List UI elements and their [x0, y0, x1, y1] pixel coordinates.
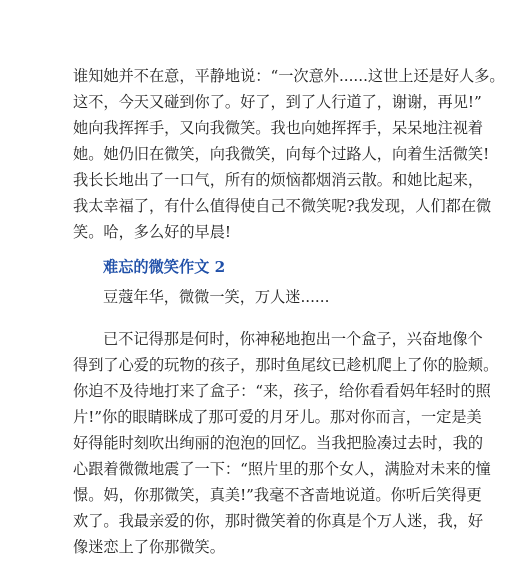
paragraph-2 [103, 284, 463, 310]
paragraph-line: 心跟着微微地震了一下：“照片里的那个女人，满脸对未来的憧 [73, 460, 491, 478]
paragraph-line: 片!”你的眼睛眯成了那可爱的月牙儿。那对你而言，一定是美 [73, 408, 482, 426]
paragraph-line: 已不记得那是何时，你神秘地抱出一个盒子，兴奋地像个 [103, 330, 483, 348]
section-heading: 难忘的微笑作文 2 [103, 258, 226, 276]
paragraph-line: 像迷恋上了你那微笑。 [73, 538, 225, 556]
paragraph-line: 我太幸福了，有什么值得使自己不微笑呢?我发现，人们都在微 [73, 197, 492, 215]
paragraph-1 [73, 63, 505, 245]
paragraph-line: 笑。哈，多么好的早晨! [73, 223, 231, 241]
paragraph-line: 我长长地出了一口气，所有的烦恼都烟消云散。和她比起来， [73, 171, 484, 189]
paragraph-line: 欢了。我最亲爱的你，那时微笑着的你真是个万人迷，我，好 [73, 512, 484, 530]
paragraph-line: 豆蔻年华，微微一笑，万人迷...... [103, 288, 330, 306]
paragraph-line: 憬。妈，你那微笑，真美!”我毫不吝啬地说道。你听后笑得更 [73, 486, 482, 504]
paragraph-3 [73, 326, 499, 560]
paragraph-line: 她向我挥挥手，又向我微笑。我也向她挥挥手，呆呆地注视着 [73, 119, 484, 137]
paragraph-line: 谁知她并不在意，平静地说：“一次意外......这世上还是好人多。 [73, 67, 505, 85]
paragraph-line: 好得能时刻吹出绚丽的泡泡的回忆。当我把脸凑过去时，我的 [73, 434, 484, 452]
paragraph-line: 她。她仍旧在微笑，向我微笑，向每个过路人，向着生活微笑! [73, 145, 490, 163]
paragraph-line: 这不，今天又碰到你了。好了，到了人行道了，谢谢，再见!” [73, 93, 482, 111]
paragraph-line: 你迫不及待地打来了盒子：“来，孩子，给你看看妈年轻时的照 [73, 382, 491, 400]
paragraph-line: 得到了心爱的玩物的孩子，那时鱼尾纹已趁机爬上了你的脸颊。 [73, 356, 499, 374]
